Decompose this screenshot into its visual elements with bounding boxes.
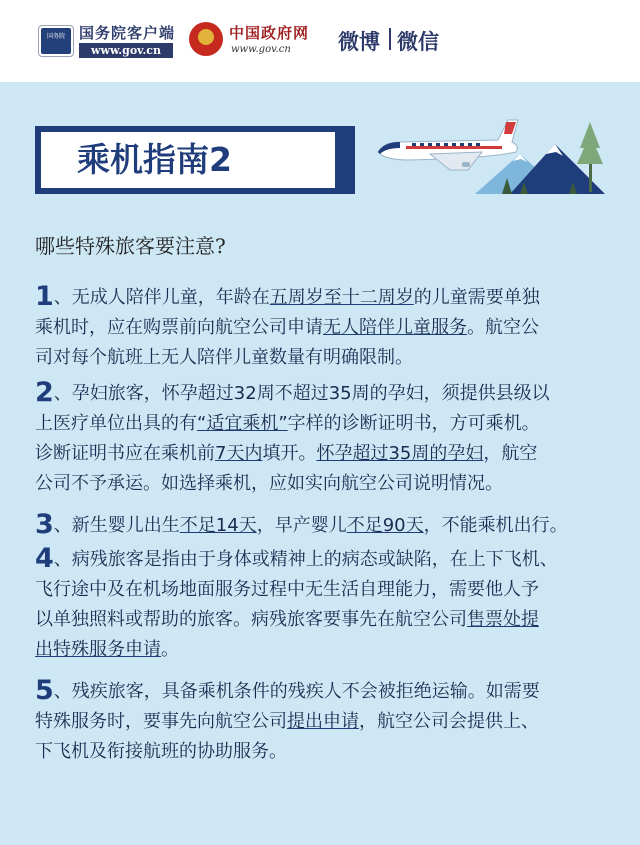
guide-item-line <box>35 313 615 343</box>
text-segment: ，早产婴儿 <box>256 515 347 536</box>
gov-site-name: 中国政府网 <box>229 24 310 42</box>
highlighted-text: 五周岁至十二周岁 <box>269 287 414 308</box>
text-segment: 诊断证明书应在乘机前 <box>35 443 215 464</box>
text-segment: ，不能乘机出行。 <box>423 515 568 536</box>
highlighted-text: 7天内 <box>215 443 263 464</box>
text-segment: 特殊服务时，要事先向航空公司 <box>35 711 287 732</box>
state-council-app-icon <box>38 25 74 57</box>
guide-item-line <box>35 544 615 575</box>
highlighted-text: 提出申请 <box>287 711 359 732</box>
guide-item-line <box>35 737 615 767</box>
guide-item-line <box>35 378 615 409</box>
text-segment: 司对每个航班上无人陪伴儿童数量有明确限制。 <box>35 347 413 368</box>
highlighted-text: 不足90天 <box>346 515 424 536</box>
highlighted-text: 出特殊服务申请 <box>35 639 161 660</box>
item-number: 3 <box>35 509 54 540</box>
text-segment: 下飞机及衔接航班的协助服务。 <box>35 741 287 762</box>
app-name: 国务院客户端 <box>79 24 176 42</box>
guide-item <box>35 544 615 665</box>
guide-item-line <box>35 282 615 313</box>
section-question: 哪些特殊旅客要注意? <box>35 234 226 258</box>
app-url: www.gov.cn <box>79 43 173 58</box>
guide-item-line <box>35 707 615 737</box>
guide-item <box>35 282 615 373</box>
page-title: 乘机指南2 <box>77 140 232 179</box>
highlighted-text: 怀孕超过35周的孕妇 <box>316 443 484 464</box>
item-number: 5 <box>35 675 54 706</box>
guide-item-line <box>35 343 615 373</box>
highlighted-text: 不足14天 <box>179 515 257 536</box>
text-segment: 字样的诊断证明书，方可乘机。 <box>287 413 540 434</box>
header-bar <box>0 0 640 82</box>
text-segment: 公司不予承运。如选择乘机，应如实向航空公司说明情况。 <box>35 473 503 494</box>
text-segment: 飞行途中及在机场地面服务过程中无生活自理能力，需要他人予 <box>35 579 539 600</box>
airplane-mountains-illustration <box>370 112 620 198</box>
item-number: 2 <box>35 377 54 408</box>
item-number: 4 <box>35 543 54 574</box>
guide-item-line <box>35 469 615 499</box>
text-segment: 、病残旅客是指由于身体或精神上的病态或缺陷，在上下飞机、 <box>53 549 558 570</box>
text-segment: 、残疾旅客，具备乘机条件的残疾人不会被拒绝运输。如需要 <box>53 681 540 702</box>
text-segment: ，航空 <box>483 443 538 464</box>
text-segment: 、孕妇旅客，怀孕超过32周不超过35周的孕妇，须提供县级以 <box>53 383 550 404</box>
guide-item-line <box>35 439 615 469</box>
guide-item-line <box>35 409 615 439</box>
text-segment: 、无成人陪伴儿童，年龄在 <box>53 287 270 308</box>
guide-item-line <box>35 605 615 635</box>
text-segment: 以单独照料或帮助的旅客。病残旅客要事先在航空公司 <box>35 609 467 630</box>
weibo-label: 微博 <box>338 30 380 54</box>
title-panel <box>41 132 335 188</box>
weixin-label: 微信 <box>397 30 439 54</box>
text-segment: 填开。 <box>262 443 317 464</box>
highlighted-text: 无人陪伴儿童服务 <box>323 317 467 338</box>
text-segment: 。 <box>161 639 179 660</box>
guide-item-line <box>35 635 615 665</box>
guide-item <box>35 676 615 767</box>
item-number: 1 <box>35 281 54 312</box>
national-emblem-icon <box>189 22 223 56</box>
text-segment: 、新生婴儿出生 <box>53 515 180 536</box>
highlighted-text: “适宜乘机” <box>197 413 288 434</box>
app-logo-text: 国务院 <box>46 33 65 40</box>
title-frame <box>35 126 355 194</box>
header-divider <box>389 28 391 50</box>
guide-item-line <box>35 510 615 541</box>
text-segment: ，航空公司会提供上、 <box>359 711 539 732</box>
text-segment: 的儿童需要单独 <box>413 287 540 308</box>
gov-site-url: www.gov.cn <box>231 44 291 55</box>
guide-item-line <box>35 575 615 605</box>
highlighted-text: 售票处提 <box>467 609 539 630</box>
guide-item <box>35 378 615 499</box>
text-segment: 。航空公 <box>467 317 539 338</box>
text-segment: 上医疗单位出具的有 <box>35 413 197 434</box>
text-segment: 乘机时，应在购票前向航空公司申请 <box>35 317 323 338</box>
guide-item <box>35 510 615 541</box>
guide-item-line <box>35 676 615 707</box>
